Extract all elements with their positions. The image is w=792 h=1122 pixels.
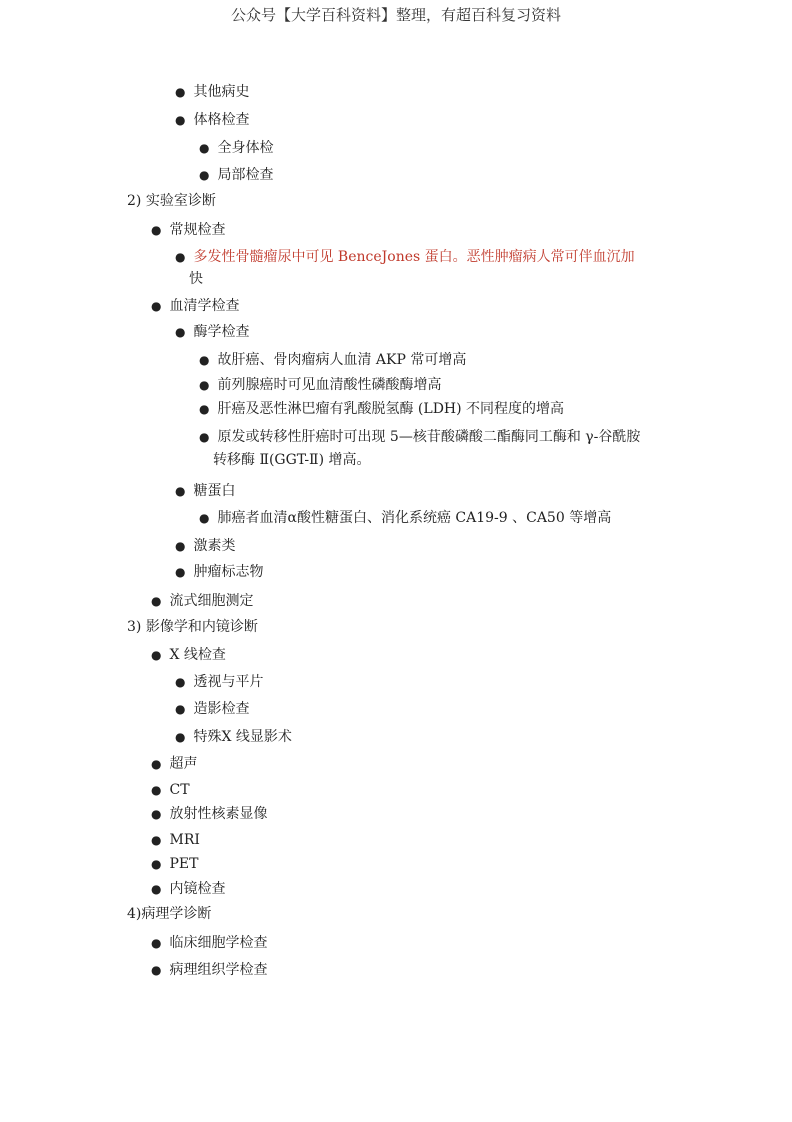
bullet-icon: ●: [199, 430, 210, 444]
bullet-icon: ●: [151, 757, 162, 771]
list-item-continuation: 转移酶 Ⅱ(GGT-Ⅱ) 增高。: [213, 452, 371, 468]
bullet-icon: ●: [175, 539, 186, 553]
bullet-icon: ●: [151, 833, 162, 847]
page-header: 公众号【大学百科资料】整理，有超百科复习资料: [230, 6, 561, 24]
bullet-icon: ●: [175, 702, 186, 716]
list-item: ● 流式细胞测定: [151, 593, 254, 609]
list-item: ● 体格检查: [175, 112, 250, 128]
list-item: ● 透视与平片: [175, 674, 264, 690]
bullet-icon: ●: [151, 857, 162, 871]
bullet-icon: ●: [151, 936, 162, 950]
list-item: ● 超声: [151, 756, 198, 772]
list-item: ● 激素类: [175, 538, 236, 554]
bullet-icon: ●: [175, 484, 186, 498]
bullet-icon: ●: [175, 730, 186, 744]
list-item: ● 多发性骨髓瘤尿中可见 BenceJones 蛋白。恶性肿瘤病人常可伴血沉加: [175, 249, 635, 265]
list-item: ● 酶学检查: [175, 324, 250, 340]
list-item: ● 内镜检查: [151, 881, 226, 897]
list-item: ● 故肝癌、骨肉瘤病人血清 AKP 常可增高: [199, 352, 467, 368]
list-item: ● 常规检查: [151, 222, 226, 238]
bullet-icon: ●: [175, 250, 186, 264]
bullet-icon: ●: [151, 963, 162, 977]
list-item: ● 肝癌及恶性淋巴瘤有乳酸脱氢酶 (LDH) 不同程度的增高: [199, 401, 565, 417]
section-heading: 4)病理学诊断: [127, 906, 212, 922]
bullet-icon: ●: [199, 353, 210, 367]
bullet-icon: ●: [199, 168, 210, 182]
bullet-icon: ●: [175, 325, 186, 339]
bullet-icon: ●: [199, 511, 210, 525]
list-item: ● 局部检查: [199, 167, 274, 183]
section-heading: 3) 影像学和内镜诊断: [127, 619, 258, 635]
bullet-icon: ●: [151, 783, 162, 797]
list-item-continuation: 快: [189, 271, 203, 287]
bullet-icon: ●: [175, 113, 186, 127]
bullet-icon: ●: [151, 299, 162, 313]
list-item: ● 病理组织学检查: [151, 962, 268, 978]
list-item: ● 全身体检: [199, 140, 274, 156]
bullet-icon: ●: [151, 807, 162, 821]
bullet-icon: ●: [199, 378, 210, 392]
list-item: ● 肺癌者血清α酸性糖蛋白、消化系统癌 CA19-9 、CA50 等增高: [199, 510, 612, 526]
bullet-icon: ●: [175, 85, 186, 99]
list-item: ● 糖蛋白: [175, 483, 236, 499]
list-item: ● 血清学检查: [151, 298, 240, 314]
bullet-icon: ●: [175, 565, 186, 579]
list-item: ● 原发或转移性肝癌时可出现 5—核苷酸磷酸二酯酶同工酶和 γ-谷酰胺: [199, 429, 641, 445]
list-item: ● 造影检查: [175, 701, 250, 717]
list-item: ● MRI: [151, 832, 200, 848]
list-item: ● CT: [151, 782, 190, 798]
bullet-icon: ●: [199, 402, 210, 416]
section-heading: 2) 实验室诊断: [127, 193, 216, 209]
bullet-icon: ●: [175, 675, 186, 689]
list-item: ● PET: [151, 856, 199, 872]
bullet-icon: ●: [151, 594, 162, 608]
list-item: ● X 线检查: [151, 647, 226, 663]
list-item: ● 放射性核素显像: [151, 806, 268, 822]
bullet-icon: ●: [151, 648, 162, 662]
bullet-icon: ●: [151, 223, 162, 237]
list-item: ● 肿瘤标志物: [175, 564, 264, 580]
bullet-icon: ●: [199, 141, 210, 155]
bullet-icon: ●: [151, 882, 162, 896]
list-item: ● 前列腺癌时可见血清酸性磷酸酶增高: [199, 377, 442, 393]
list-item: ● 特殊X 线显影术: [175, 729, 292, 745]
list-item: ● 其他病史: [175, 84, 250, 100]
list-item: ● 临床细胞学检查: [151, 935, 268, 951]
